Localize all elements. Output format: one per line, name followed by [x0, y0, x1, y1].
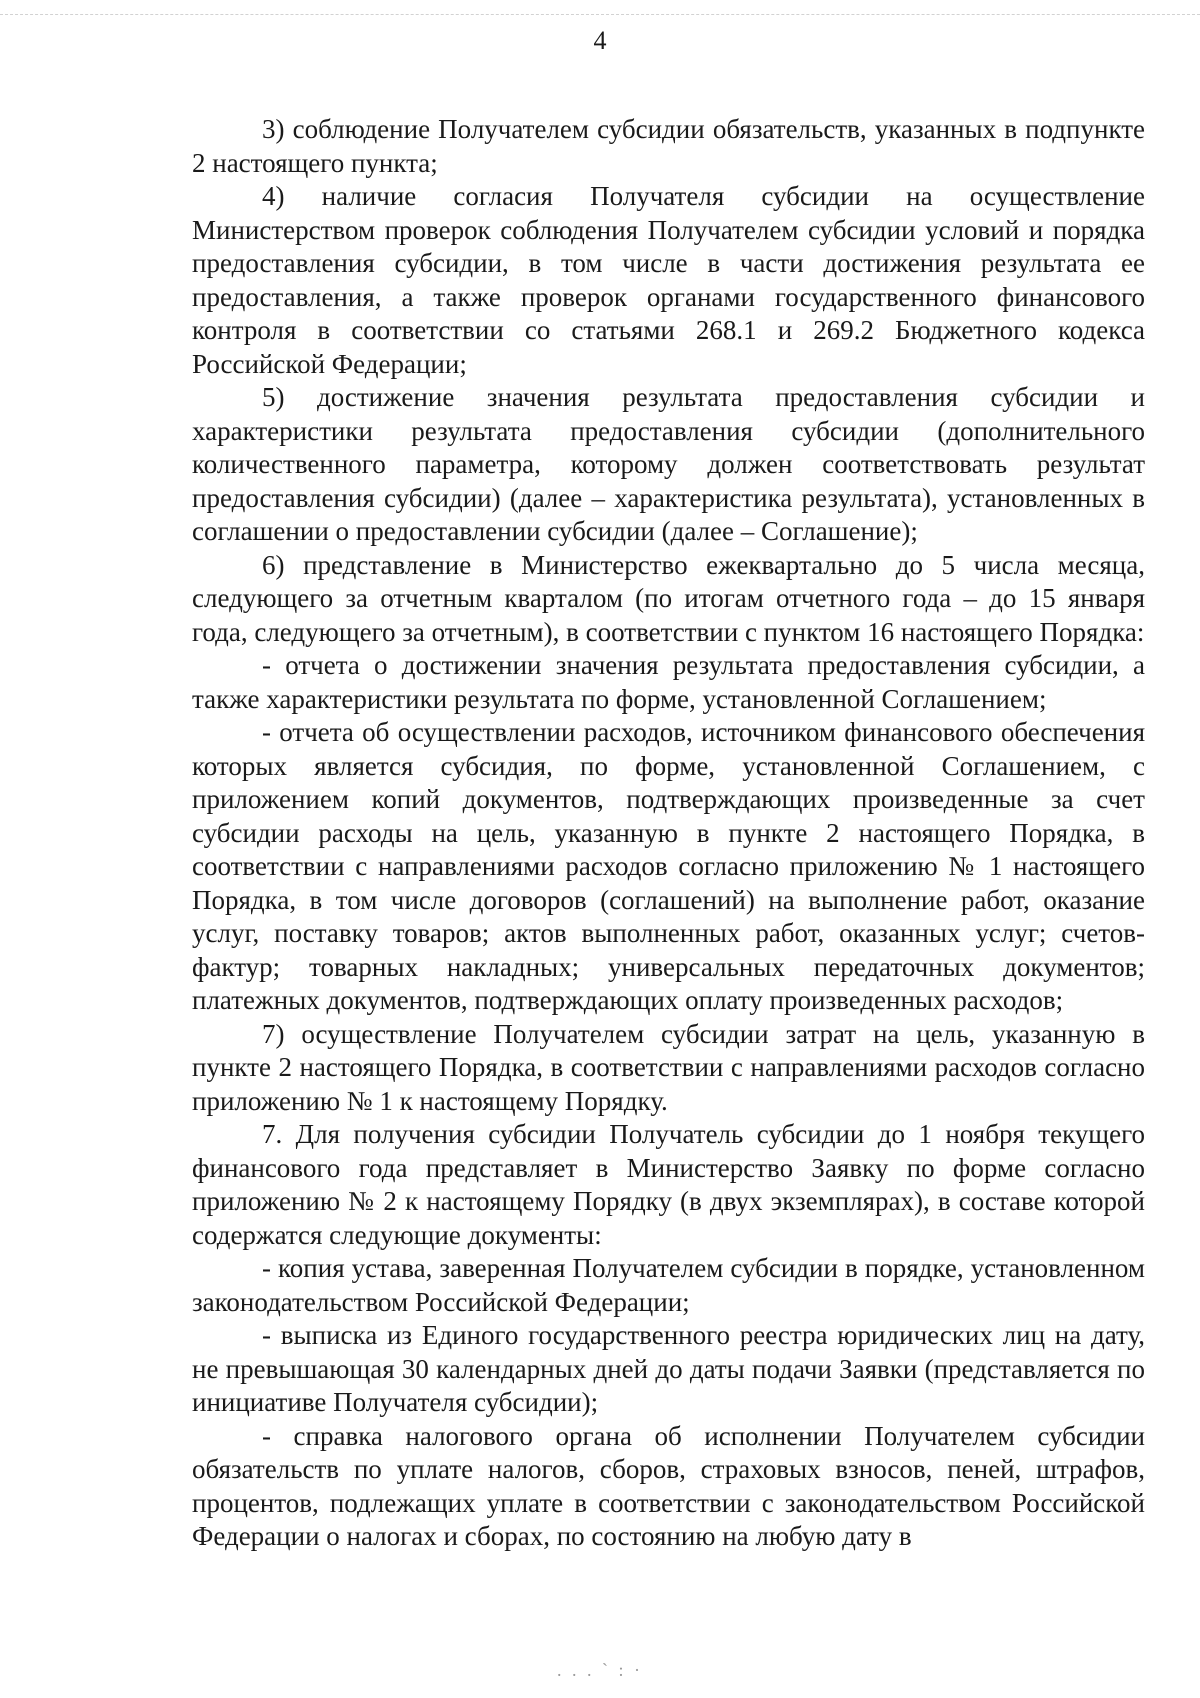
scan-edge-artifact: [0, 14, 1200, 15]
paragraph-item-6: 6) представление в Министерство ежеквартально до 5 числа месяца, следующего за отчетным кварталом (по итогам отчетного года – до 15 января года, следующего за отчетным), в соответствии с пунктом 16 настоящего Порядка:: [192, 549, 1145, 647]
paragraph-registry-extract: - выписка из Единого государственного реестра юридических лиц на дату, не превышающая 30 календарных дней до даты подачи Заявки (представляется по инициативе Получателя субсидии);: [192, 1320, 1145, 1417]
paragraph-report-result: - отчета о достижении значения результата предоставления субсидии, а также характеристики результата по форме, установленной Соглашением;: [192, 650, 1145, 714]
paragraph-tax-certificate: - справка налогового органа об исполнении Получателем субсидии обязательств по уплате налогов, сборов, страховых взносов, пеней, штрафов, процентов, подлежащих уплате в соответствии с законодательством Российской Федерации о налогах и сборах, по состоянию на любую дату в: [192, 1420, 1145, 1551]
paragraph-item-7: 7) осуществление Получателем субсидии затрат на цель, указанную в пункте 2 настоящего Порядка, в соответствии с направлениями расходов согласно приложению № 1 к настоящему Порядку.: [192, 1018, 1145, 1116]
paragraph-section-7: 7. Для получения субсидии Получатель субсидии до 1 ноября текущего финансового года представляет в Министерство Заявку по форме согласно приложению № 2 к настоящему Порядку (в двух экземплярах), в составе которой содержатся следующие документы:: [192, 1119, 1145, 1250]
paragraph-item-5: 5) достижение значения результата предоставления субсидии и характеристики результата предоставления субсидии (дополнительного количественного параметра, которому должен соответствовать результат предоставления субсидии) (далее – характеристика результата), установленных в соглашении о предоставлении субсидии (далее – Соглашение);: [192, 382, 1145, 546]
page-number: 4: [593, 26, 607, 55]
paragraph-item-3: 3) соблюдение Получателем субсидии обязательств, указанных в подпункте 2 настоящего пункта;: [192, 114, 1145, 178]
document-body: [192, 113, 1145, 1554]
scan-noise-artifact: . . . ` : ·: [557, 1660, 643, 1680]
paragraph-item-4: 4) наличие согласия Получателя субсидии на осуществление Министерством проверок соблюдения Получателем субсидии условий и порядка предоставления субсидии, в том числе в части достижения результата ее предоставления, а также проверок органами государственного финансового контроля в соответствии со статьями 268.1 и 269.2 Бюджетного кодекса Российской Федерации;: [192, 181, 1145, 379]
paragraph-charter-copy: - копия устава, заверенная Получателем субсидии в порядке, установленном законодательством Российской Федерации;: [192, 1253, 1145, 1317]
paragraph-report-expenses: - отчета об осуществлении расходов, источником финансового обеспечения которых является субсидия, по форме, установленной Соглашением, с приложением копий документов, подтверждающих произведенные за счет субсидии расходы на цель, указанную в пункте 2 настоящего Порядка, в соответствии с направлениями расходов согласно приложению № 1 настоящего Порядка, в том числе договоров (соглашений) на выполнение работ, оказание услуг, поставку товаров; актов выполненных работ, оказанных услуг; счетов-фактур; товарных накладных; универсальных передаточных документов; платежных документов, подтверждающих оплату произведенных расходов;: [192, 717, 1145, 1015]
